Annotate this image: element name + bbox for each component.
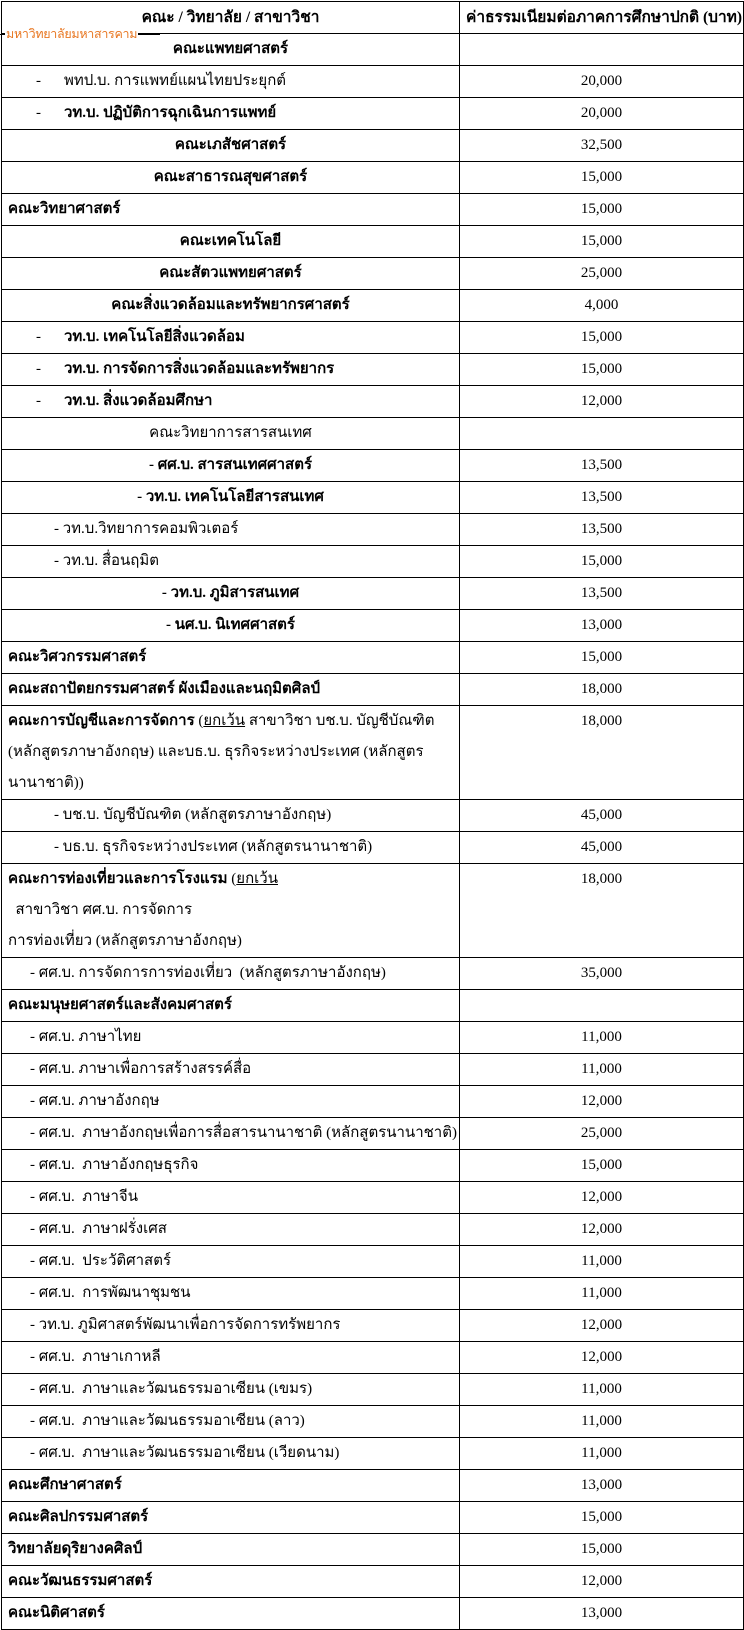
table-row — [2, 1054, 744, 1086]
except-detail-2: (หลักสูตรภาษาอังกฤษ) และบธ.บ. ธุรกิจระหว่างประเทศ (หลักสูตร — [8, 744, 424, 760]
fee-value — [460, 990, 744, 1022]
program-label: วท.บ. การจัดการสิ่งแวดล้อมและทรัพยากร — [64, 361, 335, 377]
table-row — [2, 130, 744, 162]
dash-marker: - — [36, 105, 41, 121]
program-name — [2, 354, 460, 386]
fee-value: 32,500 — [460, 130, 744, 162]
table-row — [2, 958, 744, 990]
program-name — [2, 66, 460, 98]
table-row — [2, 514, 744, 546]
faculty-label: คณะการท่องเที่ยวและการโรงแรม — [8, 871, 228, 887]
fee-value: 35,000 — [460, 958, 744, 990]
faculty-name: คณะศึกษาศาสตร์ — [2, 1470, 460, 1502]
program-name: - ศศ.บ. ภาษาเกาหลี — [2, 1342, 460, 1374]
program-name: - ศศ.บ. การพัฒนาชุมชน — [2, 1278, 460, 1310]
fee-value: 15,000 — [460, 194, 744, 226]
fee-value: 12,000 — [460, 1214, 744, 1246]
except-detail-2: การท่องเที่ยว (หลักสูตรภาษาอังกฤษ) — [8, 933, 242, 949]
program-name: - บธ.บ. ธุรกิจระหว่างประเทศ (หลักสูตรนานาชาติ) — [2, 832, 460, 864]
fee-value: 12,000 — [460, 1342, 744, 1374]
fee-value: 15,000 — [460, 1502, 744, 1534]
except-detail-1: สาขาวิชา บช.บ. บัญชีบัณฑิต — [245, 713, 435, 729]
table-row — [2, 674, 744, 706]
table-row — [2, 1150, 744, 1182]
fee-value: 15,000 — [460, 546, 744, 578]
fee-value: 25,000 — [460, 1118, 744, 1150]
faculty-name: คณะสิ่งแวดล้อมและทรัพยากรศาสตร์ — [2, 290, 460, 322]
table-row — [2, 194, 744, 226]
program-name: - วท.บ.วิทยาการคอมพิวเตอร์ — [2, 514, 460, 546]
program-name: - ศศ.บ. ภาษาอังกฤษเพื่อการสื่อสารนานาชาติ (หลักสูตรนานาชาติ) — [2, 1118, 460, 1150]
fee-value: 11,000 — [460, 1054, 744, 1086]
table-row — [2, 578, 744, 610]
dash-marker: - — [36, 393, 41, 409]
table-row — [2, 290, 744, 322]
program-name — [2, 322, 460, 354]
fee-value: 15,000 — [460, 642, 744, 674]
paren-open: ( — [194, 713, 204, 729]
table-row — [2, 66, 744, 98]
fee-value: 12,000 — [460, 1310, 744, 1342]
table-row — [2, 1182, 744, 1214]
fee-value: 15,000 — [460, 162, 744, 194]
header-fee: ค่าธรรมเนียมต่อภาคการศึกษาปกติ (บาท) — [460, 2, 744, 34]
faculty-name: คณะวัฒนธรรมศาสตร์ — [2, 1566, 460, 1598]
faculty-name: คณะแพทยศาสตร์ — [2, 34, 460, 66]
fee-value: 12,000 — [460, 1182, 744, 1214]
fee-value: 15,000 — [460, 1150, 744, 1182]
program-name: - วท.บ. สื่อนฤมิต — [2, 546, 460, 578]
fee-value: 13,000 — [460, 1470, 744, 1502]
fee-value: 20,000 — [460, 66, 744, 98]
program-name: - ศศ.บ. ภาษาไทย — [2, 1022, 460, 1054]
fee-value: 20,000 — [460, 98, 744, 130]
table-row — [2, 1310, 744, 1342]
program-name: - นศ.บ. นิเทศศาสตร์ — [2, 610, 460, 642]
dash-marker: - — [36, 329, 41, 345]
faculty-name: คณะวิทยาการสารสนเทศ — [2, 418, 460, 450]
program-name: - ศศ.บ. ภาษาอังกฤษ — [2, 1086, 460, 1118]
table-row — [2, 482, 744, 514]
dash-marker: - — [36, 361, 41, 377]
table-row — [2, 642, 744, 674]
fee-value: 11,000 — [460, 1022, 744, 1054]
fee-value: 11,000 — [460, 1246, 744, 1278]
faculty-name: คณะวิทยาศาสตร์ — [2, 194, 460, 226]
program-name: - ศศ.บ. ภาษาเพื่อการสร้างสรรค์สื่อ — [2, 1054, 460, 1086]
faculty-name: คณะสาธารณสุขศาสตร์ — [2, 162, 460, 194]
program-name: - ศศ.บ. ภาษาฝรั่งเศส — [2, 1214, 460, 1246]
tuition-fee-table — [1, 1, 744, 1630]
table-row — [2, 162, 744, 194]
table-row — [2, 354, 744, 386]
faculty-label: คณะการบัญชีและการจัดการ — [8, 713, 195, 729]
program-name: - ศศ.บ. ภาษาและวัฒนธรรมอาเซียน (ลาว) — [2, 1406, 460, 1438]
university-watermark — [0, 24, 160, 44]
program-name: - วท.บ. ภูมิสารสนเทศ — [2, 578, 460, 610]
fee-value: 15,000 — [460, 1534, 744, 1566]
fee-value: 13,500 — [460, 578, 744, 610]
table-row — [2, 546, 744, 578]
fee-value: 15,000 — [460, 226, 744, 258]
table-row — [2, 1566, 744, 1598]
program-label: วท.บ. ปฏิบัติการฉุกเฉินการแพทย์ — [64, 105, 277, 121]
program-name: - บช.บ. บัญชีบัณฑิต (หลักสูตรภาษาอังกฤษ) — [2, 800, 460, 832]
program-label: พทป.บ. การแพทย์แผนไทยประยุกต์ — [64, 73, 287, 89]
table-row — [2, 706, 744, 800]
fee-value: 45,000 — [460, 832, 744, 864]
table-row — [2, 322, 744, 354]
fee-value — [460, 34, 744, 66]
table-row — [2, 418, 744, 450]
header-faculty: คณะ / วิทยาลัย / สาขาวิชา — [2, 2, 460, 34]
table-row — [2, 1438, 744, 1470]
table-row — [2, 1246, 744, 1278]
faculty-name: คณะมนุษยศาสตร์และสังคมศาสตร์ — [2, 990, 460, 1022]
dash-marker: - — [36, 73, 41, 89]
fee-value: 13,000 — [460, 610, 744, 642]
program-name: - วท.บ. เทคโนโลยีสารสนเทศ — [2, 482, 460, 514]
table-row — [2, 800, 744, 832]
fee-value: 25,000 — [460, 258, 744, 290]
fee-value: 11,000 — [460, 1406, 744, 1438]
fee-value: 13,500 — [460, 450, 744, 482]
fee-value: 11,000 — [460, 1438, 744, 1470]
program-name: - ศศ.บ. ภาษาจีน — [2, 1182, 460, 1214]
table-row — [2, 226, 744, 258]
table-row — [2, 610, 744, 642]
program-name: - วท.บ. ภูมิศาสตร์พัฒนาเพื่อการจัดการทรัพยากร — [2, 1310, 460, 1342]
table-row — [2, 864, 744, 958]
table-row — [2, 1022, 744, 1054]
fee-value: 12,000 — [460, 386, 744, 418]
table-row — [2, 1534, 744, 1566]
fee-value: 45,000 — [460, 800, 744, 832]
table-row — [2, 1342, 744, 1374]
table-row — [2, 1374, 744, 1406]
table-row — [2, 1406, 744, 1438]
program-name: - ศศ.บ. ภาษาและวัฒนธรรมอาเซียน (เขมร) — [2, 1374, 460, 1406]
faculty-name: วิทยาลัยดุริยางคศิลป์ — [2, 1534, 460, 1566]
program-name: - ศศ.บ. ประวัติศาสตร์ — [2, 1246, 460, 1278]
faculty-name: คณะศิลปกรรมศาสตร์ — [2, 1502, 460, 1534]
faculty-name: คณะสถาปัตยกรรมศาสตร์ ผังเมืองและนฤมิตศิลป์ — [2, 674, 460, 706]
table-row — [2, 258, 744, 290]
table-row — [2, 386, 744, 418]
program-name: - ศศ.บ. ภาษาและวัฒนธรรมอาเซียน (เวียดนาม) — [2, 1438, 460, 1470]
except-detail-3: นานาชาติ)) — [8, 775, 84, 791]
faculty-name: คณะนิติศาสตร์ — [2, 1598, 460, 1630]
fee-value — [460, 418, 744, 450]
program-name: - ศศ.บ. การจัดการการท่องเที่ยว (หลักสูตรภาษาอังกฤษ) — [2, 958, 460, 990]
fee-value: 12,000 — [460, 1566, 744, 1598]
faculty-name: คณะเทคโนโลยี — [2, 226, 460, 258]
table-row — [2, 1598, 744, 1630]
table-row — [2, 1470, 744, 1502]
table-row — [2, 832, 744, 864]
table-row — [2, 1118, 744, 1150]
table-row — [2, 1214, 744, 1246]
fee-value: 13,000 — [460, 1598, 744, 1630]
faculty-name: คณะเภสัชศาสตร์ — [2, 130, 460, 162]
except-label: ยกเว้น — [236, 871, 278, 887]
table-row — [2, 1086, 744, 1118]
table-row — [2, 450, 744, 482]
fee-value: 15,000 — [460, 322, 744, 354]
watermark-text: มหาวิทยาลัยมหาสารคาม — [5, 24, 138, 44]
fee-value: 11,000 — [460, 1374, 744, 1406]
faculty-name: คณะสัตวแพทยศาสตร์ — [2, 258, 460, 290]
faculty-name: คณะวิศวกรรมศาสตร์ — [2, 642, 460, 674]
watermark-rule-right — [138, 34, 160, 35]
fee-value: 13,500 — [460, 482, 744, 514]
except-detail-1: สาขาวิชา ศศ.บ. การจัดการ — [8, 902, 192, 918]
table-row — [2, 1278, 744, 1310]
paren-open: ( — [227, 871, 237, 887]
program-name: - ศศ.บ. ภาษาอังกฤษธุรกิจ — [2, 1150, 460, 1182]
faculty-name — [2, 864, 460, 958]
table-row — [2, 98, 744, 130]
fee-value: 18,000 — [460, 674, 744, 706]
fee-value: 11,000 — [460, 1278, 744, 1310]
program-name: - ศศ.บ. สารสนเทศศาสตร์ — [2, 450, 460, 482]
table-row — [2, 990, 744, 1022]
program-name — [2, 98, 460, 130]
fee-value: 18,000 — [460, 706, 744, 800]
table-row — [2, 1502, 744, 1534]
program-name — [2, 386, 460, 418]
fee-value: 18,000 — [460, 864, 744, 958]
program-label: วท.บ. สิ่งแวดล้อมศึกษา — [64, 393, 213, 409]
faculty-name — [2, 706, 460, 800]
fee-value: 15,000 — [460, 354, 744, 386]
fee-value: 12,000 — [460, 1086, 744, 1118]
fee-value: 13,500 — [460, 514, 744, 546]
except-label: ยกเว้น — [203, 713, 246, 729]
program-label: วท.บ. เทคโนโลยีสิ่งแวดล้อม — [64, 329, 245, 345]
fee-value: 4,000 — [460, 290, 744, 322]
